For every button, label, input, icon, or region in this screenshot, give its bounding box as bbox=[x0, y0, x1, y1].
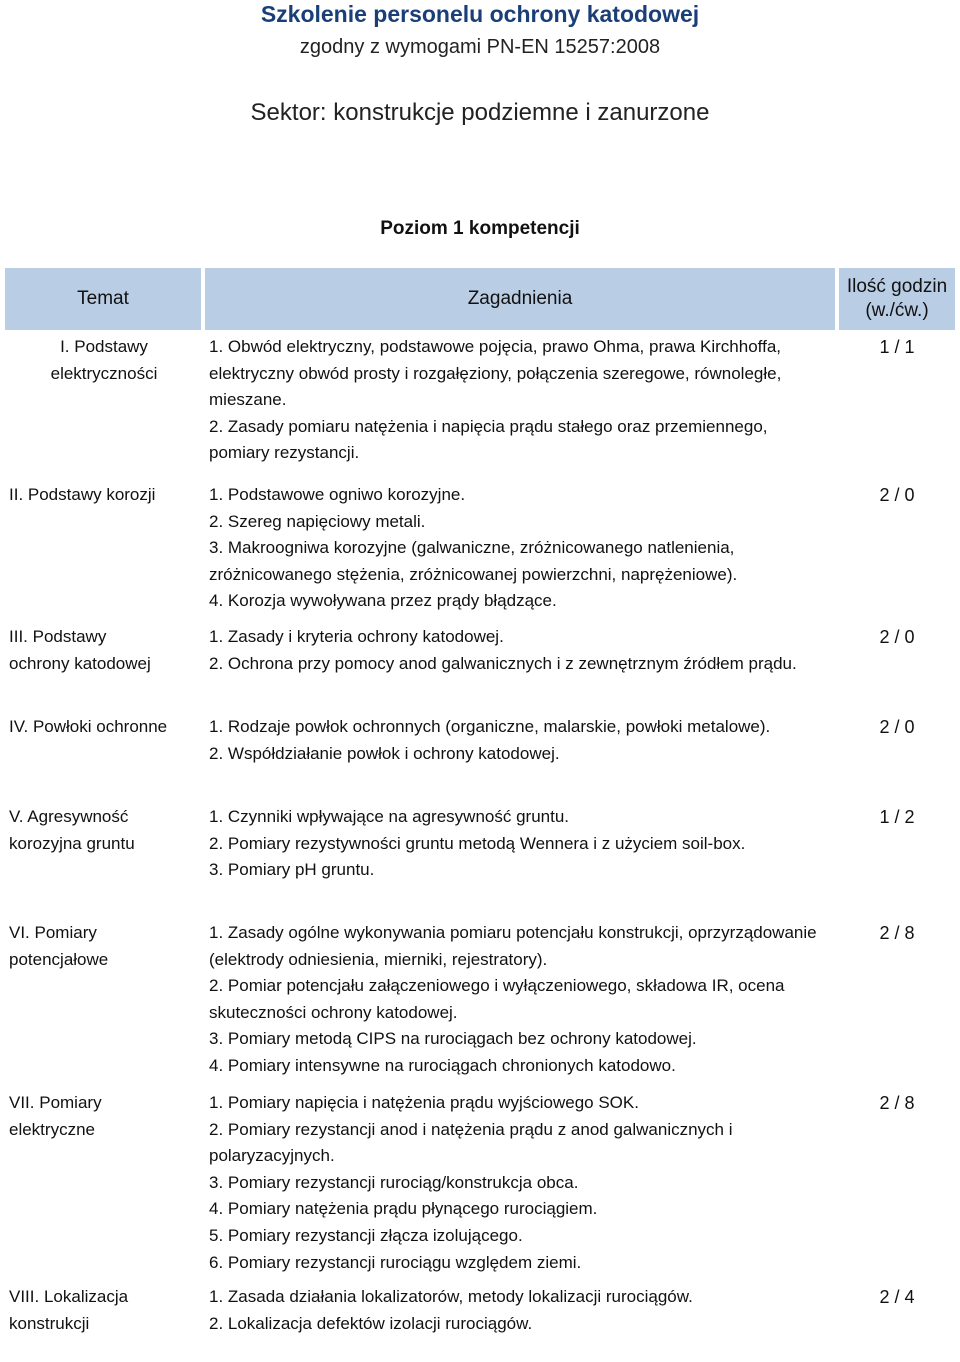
hours-cell: 2 / 0 bbox=[879, 627, 915, 647]
table-row bbox=[3, 1280, 957, 1340]
table-header-row bbox=[3, 268, 957, 330]
topic-text: konstrukcji bbox=[9, 1313, 90, 1333]
issue-item: 3. Pomiary pH gruntu. bbox=[209, 860, 375, 880]
topic-text: V. Agresywność bbox=[9, 807, 129, 826]
topic-text: elektryczne bbox=[9, 1119, 95, 1139]
topic-cell bbox=[3, 916, 203, 1086]
table-row bbox=[3, 800, 957, 916]
table-row bbox=[3, 478, 957, 620]
hours-cell: 2 / 8 bbox=[879, 1093, 915, 1113]
topic-text: III. Podstawy bbox=[9, 627, 107, 646]
issue-item: 2. Pomiar potencjału załączeniowego i wyłączeniowego, składowa IR, ocena skuteczności ochrony katodowej. bbox=[209, 976, 785, 1022]
topic-text: korozyjna gruntu bbox=[9, 833, 135, 853]
topic-text: VI. Pomiary bbox=[9, 923, 97, 942]
issue-item: 4. Pomiary natężenia prądu płynącego rurociągiem. bbox=[209, 1199, 598, 1219]
topic-text: I. Podstawy bbox=[60, 337, 148, 356]
issue-item: 2. Ochrona przy pomocy anod galwanicznych i z zewnętrznym źródłem prądu. bbox=[209, 653, 797, 673]
hours-cell: 2 / 8 bbox=[879, 923, 915, 943]
hours-cell: 2 / 0 bbox=[879, 485, 915, 505]
topic-cell bbox=[3, 710, 203, 800]
hours-cell: 1 / 2 bbox=[879, 807, 915, 827]
table-row bbox=[3, 1086, 957, 1280]
document-subtitle: zgodny z wymogami PN-EN 15257:2008 bbox=[299, 36, 661, 58]
issues-cell bbox=[203, 1086, 837, 1280]
issues-cell bbox=[203, 710, 837, 800]
hours-cell: 1 / 1 bbox=[879, 337, 915, 357]
issues-cell bbox=[203, 800, 837, 916]
topic-text: potencjałowe bbox=[9, 949, 109, 969]
topic-cell bbox=[3, 478, 203, 620]
column-header-topic: Temat bbox=[3, 268, 203, 330]
issue-item: 1. Zasady ogólne wykonywania pomiaru potencjału konstrukcji, oprzyrządowanie (elektrody odniesienia, mierniki, rejestratory). bbox=[209, 923, 817, 969]
topic-text: elektryczności bbox=[50, 363, 158, 383]
topic-text: II. Podstawy korozji bbox=[9, 485, 156, 504]
issues-cell bbox=[203, 1280, 837, 1340]
issue-item: 1. Obwód elektryczny, podstawowe pojęcia, prawo Ohma, prawa Kirchhoffa, elektryczny obwód prosty i rozgałęziony, połączenia szeregowe, równoległe, mieszane. bbox=[209, 337, 782, 410]
issue-item: 1. Rodzaje powłok ochronnych (organiczne, malarskie, powłoki metalowe). bbox=[209, 717, 771, 736]
sector-heading: Sektor: konstrukcje podziemne i zanurzone bbox=[250, 99, 710, 126]
issue-item: 6. Pomiary rezystancji rurociągu względem ziemi. bbox=[209, 1252, 582, 1272]
issue-item: 1. Czynniki wpływające na agresywność gruntu. bbox=[209, 807, 570, 826]
column-header-issues: Zagadnienia bbox=[203, 268, 837, 330]
issue-item: 2. Zasady pomiaru natężenia i napięcia prądu stałego oraz przemiennego, pomiary rezystancji. bbox=[209, 416, 768, 463]
topic-cell bbox=[3, 1086, 203, 1280]
issue-item: 2. Szereg napięciowy metali. bbox=[209, 511, 426, 531]
topic-cell bbox=[3, 1280, 203, 1340]
table-row bbox=[3, 916, 957, 1086]
topic-text: VII. Pomiary bbox=[9, 1093, 102, 1112]
issues-cell bbox=[203, 916, 837, 1086]
issue-item: 2. Pomiary rezystywności gruntu metodą Wennera i z użyciem soil-box. bbox=[209, 833, 746, 853]
curriculum-table bbox=[3, 268, 957, 1340]
topic-cell bbox=[3, 800, 203, 916]
issue-item: 5. Pomiary rezystancji złącza izolującego. bbox=[209, 1225, 523, 1245]
competence-level-heading: Poziom 1 kompetencji bbox=[380, 218, 580, 239]
hours-cell: 2 / 0 bbox=[879, 717, 915, 737]
table-row bbox=[3, 330, 957, 478]
table-row bbox=[3, 710, 957, 800]
issues-cell bbox=[203, 620, 837, 710]
issue-item: 2. Współdziałanie powłok i ochrony katodowej. bbox=[209, 743, 560, 763]
issue-item: 1. Zasady i kryteria ochrony katodowej. bbox=[209, 627, 504, 646]
issue-item: 4. Pomiary intensywne na rurociągach chronionych katodowo. bbox=[209, 1055, 676, 1075]
topic-text: ochrony katodowej bbox=[9, 653, 151, 673]
issue-item: 1. Zasada działania lokalizatorów, metody lokalizacji rurociągów. bbox=[209, 1287, 693, 1306]
issue-item: 1. Podstawowe ogniwo korozyjne. bbox=[209, 485, 466, 504]
issue-item: 3. Pomiary metodą CIPS na rurociągach bez ochrony katodowej. bbox=[209, 1029, 697, 1049]
issue-item: 2. Pomiary rezystancji anod i natężenia prądu z anod galwanicznych i polaryzacyjnych. bbox=[209, 1119, 733, 1166]
topic-cell bbox=[3, 330, 203, 478]
topic-text: IV. Powłoki ochronne bbox=[9, 717, 168, 736]
issue-item: 4. Korozja wywoływana przez prądy błądzące. bbox=[209, 591, 557, 611]
document-title: Szkolenie personelu ochrony katodowej bbox=[260, 1, 700, 27]
table-row bbox=[3, 620, 957, 710]
issue-item: 2. Lokalizacja defektów izolacji rurociągów. bbox=[209, 1313, 533, 1333]
issues-cell bbox=[203, 330, 837, 478]
column-header-hours: Ilość godzin (w./ćw.) bbox=[837, 268, 957, 330]
hours-cell: 2 / 4 bbox=[879, 1287, 915, 1307]
issue-item: 1. Pomiary napięcia i natężenia prądu wyjściowego SOK. bbox=[209, 1093, 639, 1112]
issue-item: 3. Makroogniwa korozyjne (galwaniczne, zróżnicowanego natlenienia, zróżnicowanego stężenia, zróżnicowanej powierzchni, naprężeniowe). bbox=[209, 538, 738, 584]
topic-text: VIII. Lokalizacja bbox=[9, 1287, 129, 1306]
topic-cell bbox=[3, 620, 203, 710]
issues-cell bbox=[203, 478, 837, 620]
issue-item: 3. Pomiary rezystancji rurociąg/konstrukcja obca. bbox=[209, 1172, 579, 1192]
